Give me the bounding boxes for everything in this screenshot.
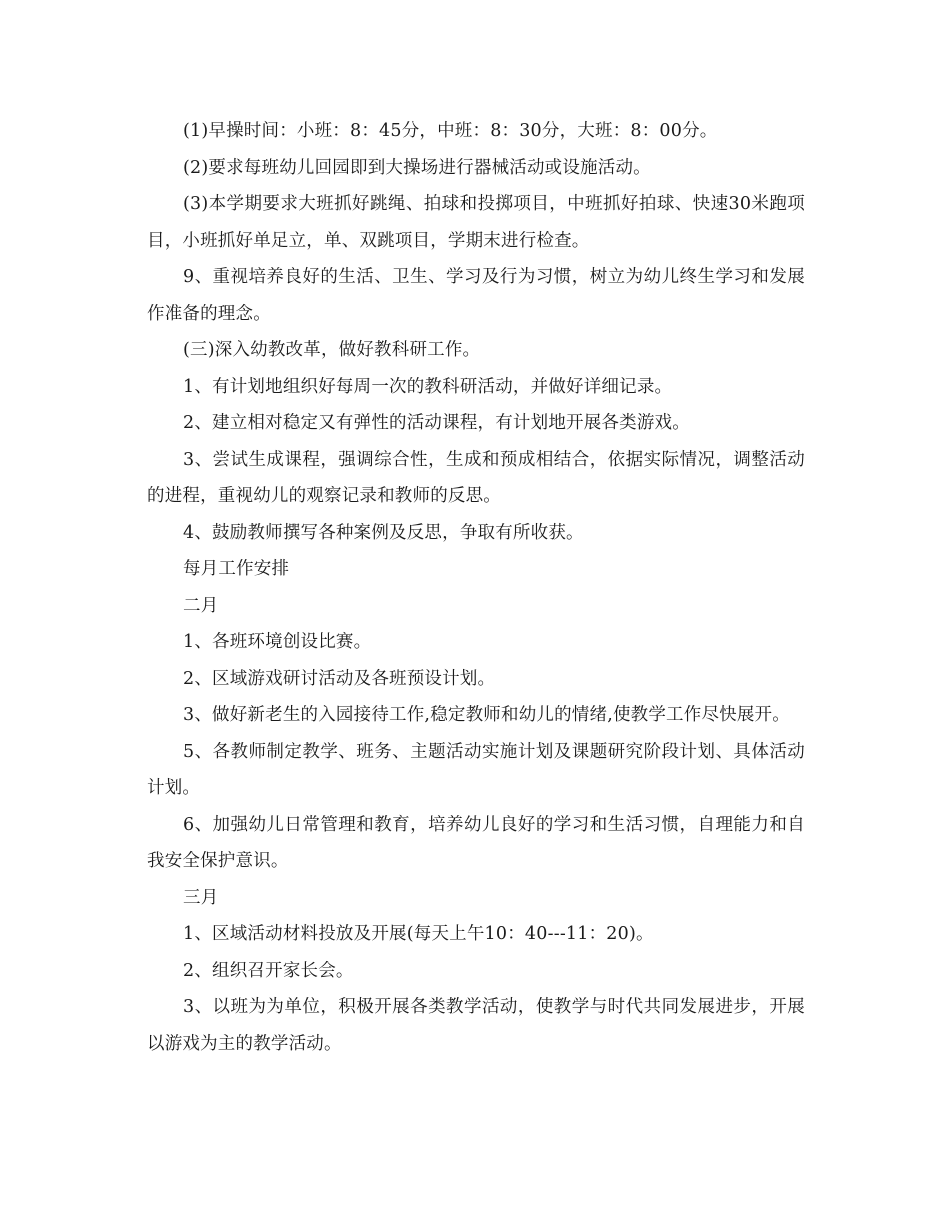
paragraph-weekly-research: 1、有计划地组织好每周一次的教科研活动，并做好详细记录。 bbox=[183, 376, 673, 397]
list-item: 3、以班为为单位，积极开展各类教学活动，使教学与时代共同发展进步，开展以游戏为主的教学活动。 bbox=[147, 997, 805, 1054]
paragraph-generative-curriculum: 3、尝试生成课程，强调综合性，生成和预成相结合，依据实际情况，调整活动的进程，重视幼儿的观察记录和教师的反思。 bbox=[147, 449, 805, 506]
list-item: 2、区域游戏研讨活动及各班预设计划。 bbox=[183, 668, 496, 689]
list-item: 1、各班环境创设比赛。 bbox=[183, 632, 372, 652]
heading-march: 三月 bbox=[183, 887, 219, 908]
paragraph-morning-exercise-time: (1)早操时间：小班：8：45分，中班：8：30分，大班：8：00分。 bbox=[183, 121, 718, 141]
list-item: 3、做好新老生的入园接待工作,稳定教师和幼儿的情绪,使教学工作尽快展开。 bbox=[183, 705, 790, 725]
heading-monthly-schedule: 每月工作安排 bbox=[183, 559, 290, 579]
list-item: 5、各教师制定教学、班务、主题活动实施计划及课题研究阶段计划、具体活动计划。 bbox=[147, 741, 805, 798]
paragraph-teacher-reflection: 4、鼓励教师撰写各种案例及反思，争取有所收获。 bbox=[183, 522, 584, 543]
list-item: 2、组织召开家长会。 bbox=[183, 960, 354, 981]
paragraph-flexible-curriculum: 2、建立相对稳定又有弹性的活动课程，有计划地开展各类游戏。 bbox=[183, 413, 690, 433]
document-body bbox=[147, 113, 805, 1062]
heading-february: 二月 bbox=[183, 595, 219, 616]
paragraph-equipment-activity: (2)要求每班幼儿回园即到大操场进行器械活动或设施活动。 bbox=[183, 157, 651, 178]
list-item: 1、区域活动材料投放及开展(每天上午10：40---11：20)。 bbox=[183, 924, 654, 944]
section-heading-research-work: (三)深入幼教改革，做好教科研工作。 bbox=[183, 340, 481, 360]
paragraph-semester-sports-items: (3)本学期要求大班抓好跳绳、拍球和投掷项目，中班抓好拍球、快速30米跑项目，小班抓好单足立，单、双跳项目，学期末进行检查。 bbox=[147, 194, 805, 251]
list-item: 6、加强幼儿日常管理和教育，培养幼儿良好的学习和生活习惯，自理能力和自我安全保护意识。 bbox=[147, 814, 805, 871]
paragraph-good-habits: 9、重视培养良好的生活、卫生、学习及行为习惯，树立为幼儿终生学习和发展作准备的理念。 bbox=[147, 267, 805, 324]
